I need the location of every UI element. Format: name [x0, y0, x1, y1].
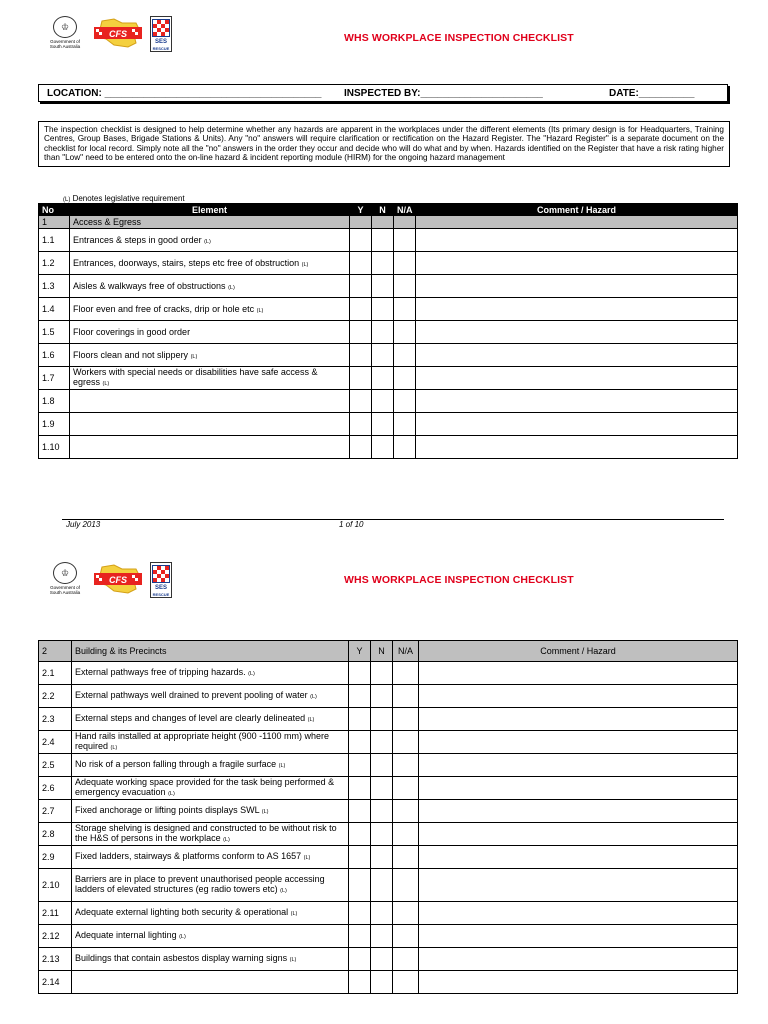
y-cell[interactable] [349, 685, 371, 708]
comment-cell[interactable] [419, 708, 738, 731]
y-cell[interactable] [350, 413, 372, 436]
n-cell[interactable] [371, 685, 393, 708]
crest-icon: ♔ [53, 16, 77, 38]
n-cell[interactable] [371, 902, 393, 925]
col-na: N/A [394, 204, 416, 216]
y-cell[interactable] [349, 731, 371, 754]
n-cell[interactable] [371, 948, 393, 971]
col-n: N [372, 204, 394, 216]
na-cell[interactable] [393, 823, 419, 846]
ses-checker-icon [152, 19, 170, 37]
y-cell[interactable] [350, 252, 372, 275]
table-row: 2.5 No risk of a person falling through a fragile surface (L) [39, 754, 738, 777]
na-cell[interactable] [393, 971, 419, 994]
na-cell[interactable] [393, 731, 419, 754]
na-cell[interactable] [394, 390, 416, 413]
cfs-logo-text: CFS [109, 29, 127, 39]
ses-logo [150, 16, 172, 52]
col-element: Element [70, 204, 350, 216]
n-cell[interactable] [371, 777, 393, 800]
y-cell[interactable] [350, 321, 372, 344]
y-cell[interactable] [349, 925, 371, 948]
ses-logo-text: SES [154, 584, 167, 591]
ses-logo [150, 562, 172, 598]
n-cell[interactable] [372, 367, 394, 390]
footer-date: July 2013 [66, 520, 101, 529]
n-cell[interactable] [372, 321, 394, 344]
table-row: 2.10 Barriers are in place to prevent unauthorised people accessing ladders of elevated structures (eg radio towers etc) (L) [39, 869, 738, 902]
table-row: 1.3 Aisles & walkways free of obstructions (L) [39, 275, 738, 298]
na-cell[interactable] [393, 754, 419, 777]
comment-cell[interactable] [416, 367, 738, 390]
table-row: 1.8 [39, 390, 738, 413]
y-cell[interactable] [350, 390, 372, 413]
n-cell[interactable] [372, 298, 394, 321]
comment-cell[interactable] [419, 902, 738, 925]
cfs-logo [92, 17, 144, 51]
page-title: WHS WORKPLACE INSPECTION CHECKLIST [344, 32, 574, 44]
table-row: 2.11 Adequate external lighting both security & operational (L) [39, 902, 738, 925]
col-y: Y [349, 641, 371, 662]
table-row: 1.1 Entrances & steps in good order (L) [39, 229, 738, 252]
gov-logo-caption: Government of South Australia [49, 39, 81, 49]
y-cell[interactable] [349, 662, 371, 685]
na-cell[interactable] [394, 321, 416, 344]
y-cell[interactable] [349, 971, 371, 994]
y-cell[interactable] [349, 948, 371, 971]
y-cell[interactable] [350, 298, 372, 321]
footer-divider [62, 519, 724, 520]
comment-cell[interactable] [416, 436, 738, 459]
n-cell[interactable] [371, 754, 393, 777]
comment-cell[interactable] [416, 252, 738, 275]
section-number: 2 [39, 641, 72, 662]
na-cell[interactable] [393, 708, 419, 731]
comment-cell[interactable] [416, 229, 738, 252]
comment-cell[interactable] [419, 662, 738, 685]
checklist-table-2 [38, 640, 738, 994]
comment-cell[interactable] [416, 275, 738, 298]
section-row [39, 641, 738, 662]
logo-group [44, 16, 172, 52]
legend-note [63, 194, 185, 203]
na-cell[interactable] [393, 777, 419, 800]
y-cell[interactable] [349, 708, 371, 731]
cfs-logo [92, 563, 144, 597]
y-cell[interactable] [349, 823, 371, 846]
comment-cell[interactable] [416, 344, 738, 367]
date-field[interactable]: DATE:__________ [609, 87, 695, 99]
na-cell[interactable] [393, 662, 419, 685]
na-cell[interactable] [394, 229, 416, 252]
section-title: Building & its Precincts [72, 641, 349, 662]
comment-cell[interactable] [419, 948, 738, 971]
col-n: N [371, 641, 393, 662]
ses-logo-text: SES [154, 38, 167, 45]
checklist-table-1 [38, 203, 738, 459]
na-cell[interactable] [393, 948, 419, 971]
comment-cell[interactable] [416, 321, 738, 344]
comment-cell[interactable] [416, 298, 738, 321]
table-row: 2.8 Storage shelving is designed and constructed to be without risk to the H&S of persons in the workplace (L) [39, 823, 738, 846]
gov-logo-caption: Government of South Australia [49, 585, 81, 595]
n-cell[interactable] [372, 413, 394, 436]
col-na: N/A [393, 641, 419, 662]
n-cell[interactable] [372, 436, 394, 459]
y-cell[interactable] [350, 436, 372, 459]
intro-text: The inspection checklist is designed to help determine whether any hazards are apparent in the workplaces under the different elements (Its primary design is for Headquarters, Training Centres, Group Bases, Brigade Stations & Units). Any "no" answers will require clarification or rectification on the Hazard Register. The "Hazard Register" is a separate document on the checklist for local record. Simply note all the "no" answers in the order they occur and decide who will do what and by when. Hazards identified on the Register that have a risk rating higher than "Low" need to be entered onto the on-line hazard & incident reporting module (HIRM) for the ongoing hazard management [38, 121, 730, 167]
location-bar [38, 84, 728, 102]
logo-group-page2 [44, 562, 172, 598]
y-cell[interactable] [349, 777, 371, 800]
comment-cell[interactable] [419, 685, 738, 708]
na-cell[interactable] [394, 367, 416, 390]
table-row: 1.5 Floor coverings in good order [39, 321, 738, 344]
n-cell[interactable] [371, 823, 393, 846]
comment-cell[interactable] [416, 413, 738, 436]
comment-cell[interactable] [419, 777, 738, 800]
table-row: 2.13 Buildings that contain asbestos display warning signs (L) [39, 948, 738, 971]
n-cell[interactable] [372, 390, 394, 413]
cfs-logo-text: CFS [109, 575, 127, 585]
n-cell[interactable] [371, 708, 393, 731]
section-number: 1 [39, 216, 70, 229]
table-row: 2.7 Fixed anchorage or lifting points displays SWL (L) [39, 800, 738, 823]
y-cell[interactable] [350, 344, 372, 367]
n-cell[interactable] [371, 800, 393, 823]
table-row: 1.7 Workers with special needs or disabilities have safe access & egress (L) [39, 367, 738, 390]
col-no: No [39, 204, 70, 216]
na-cell[interactable] [393, 685, 419, 708]
comment-cell[interactable] [419, 846, 738, 869]
na-cell[interactable] [394, 436, 416, 459]
na-cell[interactable] [393, 846, 419, 869]
table-row: 2.4 Hand rails installed at appropriate height (900 -1100 mm) where required (L) [39, 731, 738, 754]
table-row: 2.12 Adequate internal lighting (L) [39, 925, 738, 948]
ses-checker-icon [152, 565, 170, 583]
comment-cell[interactable] [419, 754, 738, 777]
n-cell[interactable] [371, 846, 393, 869]
y-cell[interactable] [350, 367, 372, 390]
table-row: 2.2 External pathways well drained to prevent pooling of water (L) [39, 685, 738, 708]
na-cell[interactable] [394, 252, 416, 275]
location-field[interactable]: LOCATION: _______________________________________ [47, 87, 322, 99]
y-cell[interactable] [349, 846, 371, 869]
n-cell[interactable] [371, 869, 393, 902]
na-cell[interactable] [393, 925, 419, 948]
comment-cell[interactable] [419, 731, 738, 754]
n-cell[interactable] [372, 275, 394, 298]
na-cell[interactable] [393, 902, 419, 925]
na-cell[interactable] [394, 275, 416, 298]
table-row: 1.10 [39, 436, 738, 459]
government-sa-logo [44, 16, 86, 52]
table-row: 2.14 [39, 971, 738, 994]
table-row: 1.4 Floor even and free of cracks, drip or hole etc (L) [39, 298, 738, 321]
na-cell[interactable] [393, 869, 419, 902]
table-row: 2.1 External pathways free of tripping hazards. (L) [39, 662, 738, 685]
n-cell[interactable] [371, 662, 393, 685]
na-cell[interactable] [393, 800, 419, 823]
table-row: 2.6 Adequate working space provided for the task being performed & emergency evacuation (L) [39, 777, 738, 800]
n-cell[interactable] [371, 971, 393, 994]
n-cell[interactable] [371, 925, 393, 948]
table-row: 2.9 Fixed ladders, stairways & platforms conform to AS 1657 (L) [39, 846, 738, 869]
comment-cell[interactable] [416, 390, 738, 413]
col-comment: Comment / Hazard [416, 204, 738, 216]
y-cell[interactable] [350, 275, 372, 298]
ses-logo-subtext: RESCUE [152, 46, 170, 51]
legend-text: Denotes legislative requirement [72, 194, 185, 203]
ses-logo-subtext: RESCUE [152, 592, 170, 597]
n-cell[interactable] [372, 344, 394, 367]
comment-cell[interactable] [419, 823, 738, 846]
na-cell[interactable] [394, 344, 416, 367]
y-cell[interactable] [349, 869, 371, 902]
n-cell[interactable] [372, 252, 394, 275]
y-cell[interactable] [349, 902, 371, 925]
table-row: 1.2 Entrances, doorways, stairs, steps etc free of obstruction (L) [39, 252, 738, 275]
page-title-2: WHS WORKPLACE INSPECTION CHECKLIST [344, 574, 574, 586]
n-cell[interactable] [372, 229, 394, 252]
section-title: Access & Egress [70, 216, 350, 229]
n-cell[interactable] [371, 731, 393, 754]
crest-icon: ♔ [53, 562, 77, 584]
col-comment: Comment / Hazard [419, 641, 738, 662]
comment-cell[interactable] [419, 925, 738, 948]
legend-mark: (L) [63, 197, 71, 203]
inspected-by-field[interactable]: INSPECTED BY:______________________ [344, 87, 543, 99]
comment-cell[interactable] [419, 869, 738, 902]
na-cell[interactable] [394, 298, 416, 321]
comment-cell[interactable] [419, 971, 738, 994]
table-row: 1.9 [39, 413, 738, 436]
na-cell[interactable] [394, 413, 416, 436]
col-y: Y [350, 204, 372, 216]
table-row: 2.3 External steps and changes of level are clearly delineated (L) [39, 708, 738, 731]
section-row [39, 216, 738, 229]
government-sa-logo [44, 562, 86, 598]
y-cell[interactable] [349, 800, 371, 823]
table-row: 1.6 Floors clean and not slippery (L) [39, 344, 738, 367]
comment-cell[interactable] [419, 800, 738, 823]
y-cell[interactable] [349, 754, 371, 777]
y-cell[interactable] [350, 229, 372, 252]
footer-page-number: 1 of 10 [339, 520, 364, 529]
